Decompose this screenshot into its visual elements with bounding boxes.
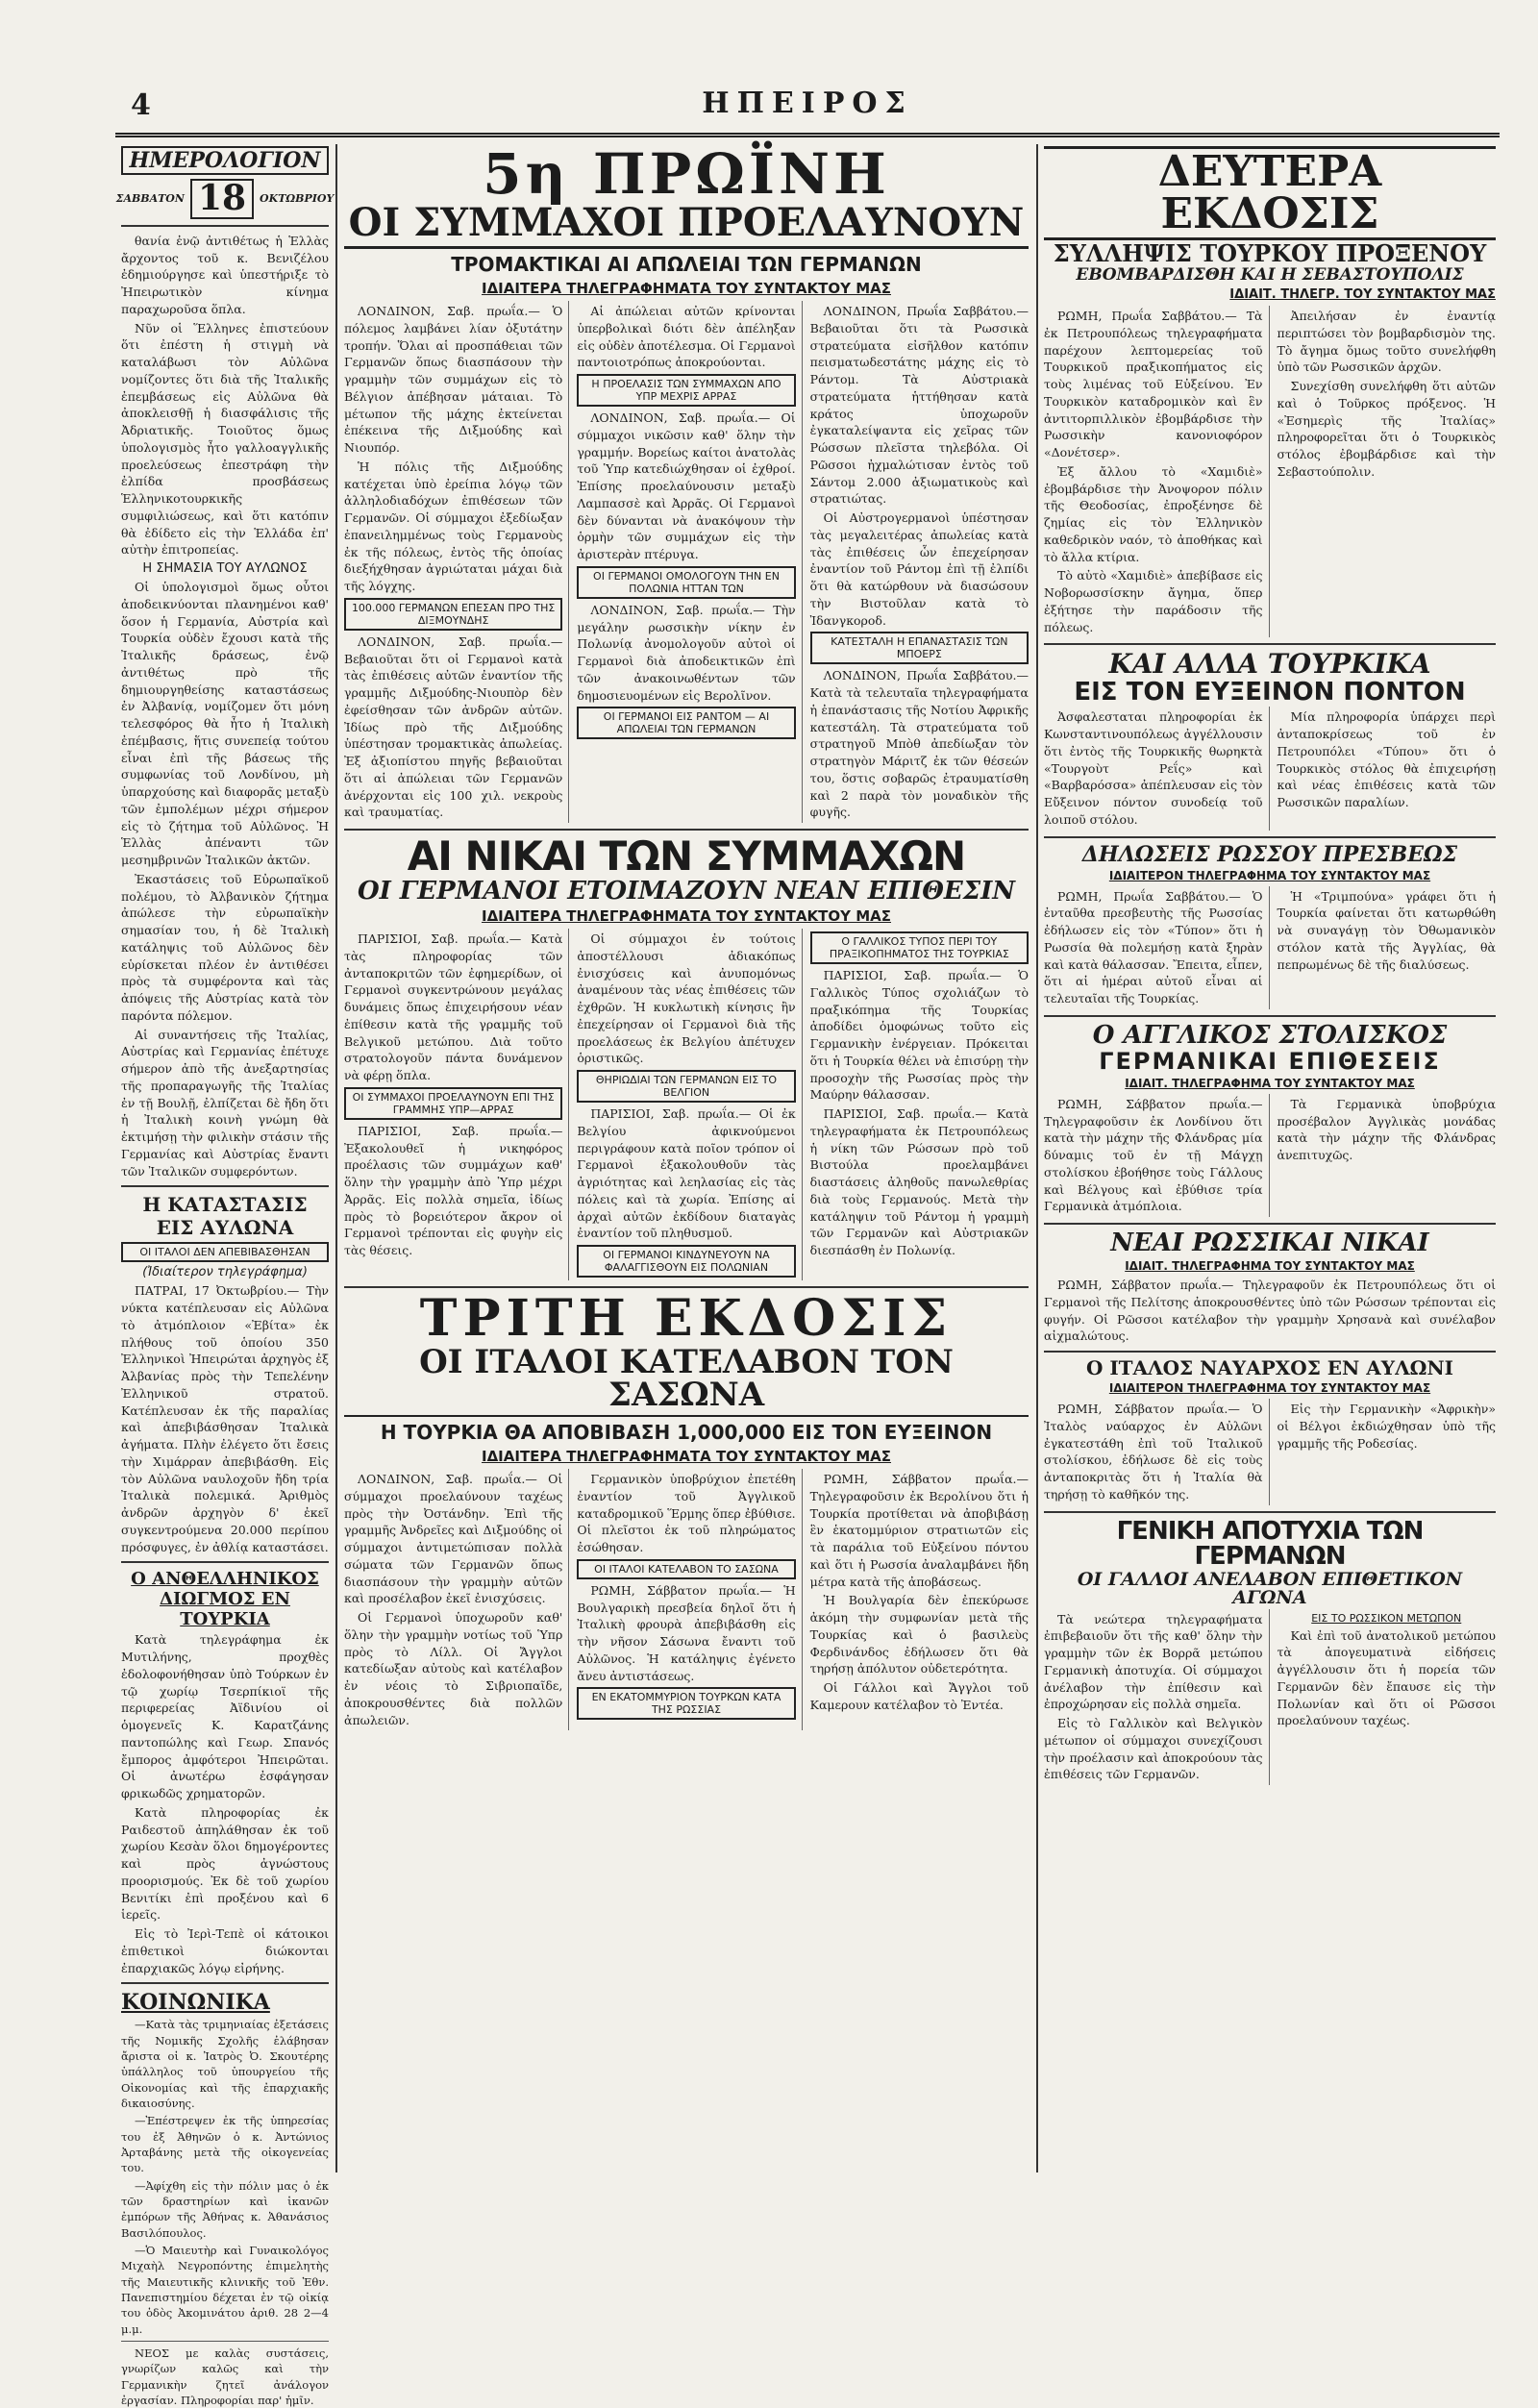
telegram-tag: ΙΔΙΑΙΤΕΡΑ ΤΗΛΕΓΡΑΦΗΜΑΤΑ ΤΟΥ ΣΥΝΤΑΚΤΟΥ ΜΑΣ [481, 1448, 891, 1465]
paragraph: Ἡ «Τριμπούνα» γράφει ὅτι ἡ Τουρκία φαίνεται ὅτι κατωρθώθη νὰ συναγάγῃ τὸν Ὀθωμανικὸν στόλον κατὰ τῆς Ἀγγλίας, θὰ πεπρωμένως δὲ τῆς διαλύσεως. [1277, 888, 1496, 972]
column-rule [1036, 144, 1038, 2172]
section-tag: ΟΙ ΓΕΡΜΑΝΟΙ ΕΙΣ ΡΑΝΤΟΜ — ΑΙ ΑΠΩΛΕΙΑΙ ΤΩΝ ΓΕΡΜΑΝΩΝ [577, 707, 795, 739]
paragraph: ΛΟΝΔΙΝΟΝ, Σαβ. πρωΐα.— Οἱ σύμμαχοι νικῶσιν καθ' ὅλην τὴν γραμμήν. Βορείως καίτοι ἀνατολὰς τοῦ Ὑπρ κατεδιώχθησαν οἱ ἐχθροί. Ἐπίσης προελαύνουσιν μεταξὺ Λαμπασσὲ καὶ Ἀρρᾶς. Οἱ Γερμανοὶ δὲν δύνανται νὰ ἀνακόψουν τὴν ὁρμὴν τῶν συμμάχων εἰς τὴν ἀριστερὰν πτέρυγα. [577, 410, 796, 561]
paragraph: ΛΟΝΔΙΝΟΝ, Σαβ. πρωΐα.— Οἱ σύμμαχοι προελαύνουν ταχέως πρὸς τὴν Ὀστάνδην. Ἐπὶ τῆς γραμμῆς Ἀνδρεῖες καὶ Διξμούδης οἱ σύμμαχοι ἀντιμετώπισαν πολλὰ σώματα τῶν Γερμανῶν ὅπως διασπάσουν τὴν γραμμὴν αὐτῶν καὶ προσέλαβον ἐκεῖ ἐνισχύσεις. [344, 1472, 563, 1606]
month-label: ΟΚΤΩΒΡΙΟΥ [260, 192, 335, 206]
column-calendar [115, 144, 335, 2407]
article-columns [1044, 886, 1496, 1009]
section-tag: ΟΙ ΣΥΜΜΑΧΟΙ ΠΡΟΕΛΑΥΝΟΥΝ ΕΠΙ ΤΗΣ ΓΡΑΜΜΗΣ ΥΠΡ—ΑΡΡΑΣ [344, 1087, 562, 1120]
paragraph: Γερμανικὸν ὑποβρύχιον ἐπετέθη ἐναντίον τοῦ Ἀγγλικοῦ καταδρομικοῦ Ἕρμης ὅπερ ἐβύθισε. Οἱ πλεῖστοι ἐκ τοῦ πληρώματος ἐσώθησαν. [577, 1472, 796, 1554]
telegram-tag: ΙΔΙΑΙΤΕΡΑ ΤΗΛΕΓΡΑΦΗΜΑΤΑ ΤΟΥ ΣΥΝΤΑΚΤΟΥ ΜΑΣ [481, 907, 891, 925]
paragraph: Ἡ πόλις τῆς Διξμούδης κατέχεται ὑπὸ ἐρείπια λόγῳ τῶν ἀλληλοδιαδόχων ἐπιθέσεων τῶν Γερμανῶν. Οἱ σύμμαχοι ἐξεδίωξαν ἐπανειλημμένως τοὺς Γερμανοὺς ἐκ τῆς πόλεως, ἐντὸς τῆς ὁποίας διεξήχθησαν ἀγριώταται μάχαι διὰ τῆς λόγχης. [344, 459, 563, 593]
column-second-edition [1044, 144, 1496, 2172]
telegram-tag: ΙΔΙΑΙΤΕΡΑ ΤΗΛΕΓΡΑΦΗΜΑΤΑ ΤΟΥ ΣΥΝΤΑΚΤΟΥ ΜΑΣ [481, 280, 891, 297]
day-label: ΣΑΒΒΑΤΟΝ [115, 192, 185, 206]
headline: ΔΗΛΩΣΕΙΣ ΡΩΣΣΟΥ ΠΡΕΣΒΕΩΣ [1081, 841, 1458, 867]
subheadline: ΟΙ ΓΑΛΛΟΙ ΑΝΕΛΑΒΟΝ ΕΠΙΘΕΤΙΚΟΝ ΑΓΩΝΑ [1077, 1568, 1463, 1608]
paragraph: ΠΑΤΡΑΙ, 17 Ὀκτωβρίου.— Τὴν νύκτα κατέπλευσαν εἰς Αὐλῶνα τὸ ἀτμόπλοιον «Ἐβίτα» ἐκ πλήθους τοῦ ὁποίου 350 Ἐλληνικοὶ Ἠπειρώται ἀρχηγὸς ἐξ Ἀλβανίας πρὸς τὴν Τεπελένην Ἐλληνικοῦ στρατοῦ. Κατέπλευσαν ἐκ τῆς παραλίας καὶ ἀπεβιβάσθησαν Ἰταλικὰ ἀγήματα. Πλὴν ἐλέγετο ὅτι ἔσεις τὴν Χιμάρραν ἀπεβιβάσθη. Εἰς τὸν Αὐλῶνα ναυλοχοῦν ἤδη τρία Ἰταλικὰ πολεμικά. Ἀριθμὸς ἀνδρῶν ἀρχηγὸν δ' ἐκεῖ συγκεντρούμενα 20.000 περίπου πρόσφυγες, ἐν ἀθλίᾳ καταστάσει. [121, 1283, 329, 1554]
paragraph: Αἱ συναντήσεις τῆς Ἰταλίας, Αὐστρίας καὶ Γερμανίας ἐπέτυχε σήμερον ἀπὸ τῆς ἀνεξαρτησίας τῆς προπαραγωγῆς τῆς Ἰταλίας ἐν τῇ Βουλῇ, ἐλπίζεται δὲ ἤδη ὅτι ἡ Ἰταλικὴ κοινὴ γνώμη θὰ ἐκτιμήσῃ τὴν φιλικὴν στάσιν τῆς Γερμανίας καὶ Αὐστρίας ἔναντι τῶν Ἰταλικῶν συμφερόντων. [121, 1027, 329, 1179]
masthead [115, 85, 1500, 137]
section-tag: 100.000 ΓΕΡΜΑΝΩΝ ΕΠΕΣΑΝ ΠΡΟ ΤΗΣ ΔΙΞΜΟΥΝΔΗΣ [344, 598, 562, 631]
article-columns [1044, 1094, 1496, 1217]
subheadline: Η ΤΟΥΡΚΙΑ ΘΑ ΑΠΟΒΙΒΑΣΗ 1,000,000 ΕΙΣ ΤΟΝ ΕΥΞΕΙΝΟΝ [380, 1421, 993, 1444]
paragraph: Οἱ Αὐστρογερμανοὶ ὑπέστησαν τὰς μεγαλειτέρας ἀπωλείας κατὰ τὰς ἐπιθέσεις ὧν ἐπεχείρησαν ἐναντίον τοῦ Ράντομ ἐπὶ τῇ ἐλπίδι ὅτι θὰ κατώρθουν νὰ διασώσουν τὴν Βιστοῦλαν κατὰ τὸ Ἰδανγκοροδ. [809, 510, 1029, 628]
article-columns [1044, 707, 1496, 830]
telegram-tag: ΙΔΙΑΙΤ. ΤΗΛΕΓΡ. ΤΟΥ ΣΥΝΤΑΚΤΟΥ ΜΑΣ [1229, 287, 1496, 302]
newspaper-name: ΗΠΕΙΡΟΣ [702, 87, 913, 120]
calendar-title: ΗΜΕΡΟΛΟΓΙΟΝ [121, 146, 329, 175]
section-tag: ΕΙΣ ΤΟ ΡΩΣΣΙΚΟΝ ΜΕΤΩΠΟΝ [1311, 1611, 1462, 1625]
paragraph: Μία πληροφορία ὑπάρχει περὶ ἀνταποκρίσεως τοῦ ἐν Πετρουπόλει «Τύπου» ὅτι ὁ Τουρκικὸς στόλος θὰ ἐπιχειρήσῃ καὶ νέας ἐπιθέσεις κατὰ τῶν Ρωσσικῶν παραλίων. [1277, 709, 1496, 809]
paragraph: ΛΟΝΔΙΝΟΝ, Πρωΐα Σαββάτου.— Κατὰ τὰ τελευταῖα τηλεγραφήματα ἡ ἐπανάστασις τῆς Νοτίου Ἀφρικῆς κατεστάλη. Τὰ στρατεύματα τοῦ στρατηγοῦ Μπὸθ ἀπεδίωξαν τὸν στρατηγὸν Μάριτζ ἐκ τῶν θέσεών του, ὅστις σοβαρῶς ἐτραυματίσθη καὶ 2 παρὰ τὸν μοναδικὸν τῆς φυγῆς. [809, 668, 1029, 820]
headline: ΟΙ ΙΤΑΛΟΙ ΚΑΤΕΛΑΒΟΝ ΤΟΝ ΣΑΣΩΝΑ [344, 1346, 1029, 1417]
paragraph: Οἱ ὑπολογισμοὶ ὅμως οὗτοι ἀποδεικνύονται πλανημένοι καθ' ὅσον ἡ Γερμανία, Αὐστρία καὶ Τουρκία οὐδὲν ἔχουσι κατὰ τῆς Ἰταλικῆς δράσεως, ἐνῷ ἀντιθέτως πρὸ τῆς δημιουργηθείσης καταστάσεως ἐν Ἀλβανίᾳ, νομίζομεν ὅτι μόνη τελεσφόρος θὰ ἦτο ἡ Ἰταλικὴ ἐπέμβασις, ἥτις συνεπείᾳ τούτου εἶναι ἐπὶ τῆς βάσεως τῆς συμφωνίας τοῦ Λονδίνου, μὴ ὑπαρχούσης καὶ διαφορᾶς μεταξὺ τῶν ἐμπολέμων μέχρι σήμερον εἰς τὸ ζήτημα τοῦ Αὐλῶνος. Ἡ Ἑλλὰς ἀπέναντι τῶν μεσημβρινῶν Ἰταλικῶν ἀκτῶν. [121, 580, 329, 868]
day-number: 18 [190, 179, 254, 219]
headline: ΕΙΣ ΤΟΝ ΕΥΞΕΙΝΟΝ ΠΟΝΤΟΝ [1074, 678, 1466, 708]
paragraph: Ἐξ ἄλλου τὸ «Χαμιδιὲ» ἐβομβάρδισε τὴν Ἀνοψορον πόλιν τῆς Θεοδοσίας, ἐπροξένησε δὲ ζημίας εἰς τὸν Ἑλληνικὸν καθεδρικὸν ναόν, τὸ ἀποθήκας καὶ τὸ ἄλλα κτίρια. [1044, 463, 1263, 564]
paragraph: Τὰ Γερμανικὰ ὑποβρύχια προσέβαλον Ἀγγλικὰς μονάδας κατὰ τὴν μάχην τῆς Φλάνδρας ἀνεπιτυχῶς. [1277, 1096, 1496, 1162]
paragraph: ΡΩΜΗ, Σάββατον πρωΐα.— Τηλεγραφοῦσιν ἐκ Βερολίνου ὅτι ἡ Τουρκία προτίθεται νὰ ἀποβιβάσῃ ἓν ἑκατομμύριον στρατιωτῶν εἰς τὰ παράλια τοῦ Εὐξείνου πόντου καὶ ὅτι ἡ Ρωσσία ἀναλαμβάνει ἤδη μέτρα κατὰ τῆς ἀποβάσεως. [809, 1472, 1029, 1589]
headline: ΓΕΡΜΑΝΙΚΑΙ ΕΠΙΘΕΣΕΙΣ [1099, 1047, 1441, 1075]
section-tag: ΕΝ ΕΚΑΤΟΜΜΥΡΙΟΝ ΤΟΥΡΚΩΝ ΚΑΤΑ ΤΗΣ ΡΩΣΣΙΑΣ [577, 1687, 795, 1720]
article-columns [344, 1469, 1029, 1730]
column-rule [335, 144, 337, 2172]
section-tag: ΟΙ ΙΤΑΛΟΙ ΚΑΤΕΛΑΒΟΝ ΤΟ ΣΑΣΩΝΑ [577, 1559, 795, 1579]
paragraph: —Ἀφίχθη εἰς τὴν πόλιν μας ὁ ἐκ τῶν δραστηρίων καὶ ἱκανῶν ἐμπόρων τῆς Ἀθήνας κ. Ἀθανάσιος Βασιλόπουλος. [121, 2178, 329, 2240]
paragraph: ΛΟΝΔΙΝΟΝ, Σαβ. πρωΐα.— Βεβαιοῦται ὅτι οἱ Γερμανοὶ κατὰ τὰς ἐπιθέσεις αὐτῶν ἐναντίον τῆς γραμμῆς Διξμούδης-Νιουπὸρ δὲν ἐφείσθησαν τῶν ἀνδρῶν αὐτῶν. Ἰδίως πρὸ τῆς Διξμούδης ὑπέστησαν τρομακτικὰς ἀπωλείας. Ἐξ ἀξιοπίστου πηγῆς βεβαιοῦται ὅτι αἱ ἀπώλειαι τῶν Γερμανῶν ἀνέρχονται εἰς 100 χιλ. νεκροὺς καὶ τραυματίας. [344, 633, 563, 820]
paragraph: Οἱ Γάλλοι καὶ Ἄγγλοι τοῦ Καμερουν κατέλαβον τὸ Ἐντέα. [809, 1680, 1029, 1712]
paragraph: Ἡ Βουλγαρία δὲν ἐπεκύρωσε ἀκόμη τὴν συμφωνίαν μετὰ τῆς Τουρκίας καὶ ὁ βασιλεὺς Φερδινάνδος ἐδήλωσεν ὅτι θὰ τηρήσῃ ἀπόλυτον οὐδετερότητα. [809, 1593, 1029, 1676]
page-number: 4 [131, 88, 151, 122]
paragraph: Κατὰ πληροφορίας ἐκ Ραιδεστοῦ ἀπηλάθησαν ἐκ τοῦ χωρίου Κεσὰν ὅλοι δημογέροντες καὶ πρὸς ἀγνώστους προορισμούς. Ἐκ δὲ τοῦ χωρίου Βενιτίκι ἐπὶ προξένου καὶ 6 ἱερεῖς. [121, 1804, 329, 1923]
telegram-tag: ΙΔΙΑΙΤΕΡΟΝ ΤΗΛΕΓΡΑΦΗΜΑ ΤΟΥ ΣΥΝΤΑΚΤΟΥ ΜΑΣ [1108, 868, 1431, 882]
paragraph: ΠΑΡΙΣΙΟΙ, Σαβ. πρωΐα.— Κατὰ τηλεγραφήματα ἐκ Πετρουπόλεως ἡ νίκη τῶν Ρώσσων πρὸ τοῦ Βιστούλα προελαμβάνει διαστάσεις ἀληθοῦς πανωλεθρίας διὰ τοὺς Γερμανούς. Μετὰ τὴν κατάληψιν τοῦ Ράντομ ἡ γραμμὴ τῶν Γερμανῶν καὶ Αὐστριακῶν διεσπάσθη ἐν Πολωνίᾳ. [809, 1106, 1029, 1257]
headline: ΑΙ ΝΙΚΑΙ ΤΩΝ ΣΥΜΜΑΧΩΝ [407, 832, 966, 880]
section-tag: ΟΙ ΓΕΡΜΑΝΟΙ ΟΜΟΛΟΓΟΥΝ ΤΗΝ ΕΝ ΠΟΛΩΝΙΑ ΗΤΤΑΝ ΤΩΝ [577, 566, 795, 599]
paragraph: Οἱ σύμμαχοι ἐν τούτοις ἀποστέλλουσι ἀδιακόπως ἐνισχύσεις καὶ ἀνυπομόνως ἀναμένουν τὰς νέας ἐπιθέσεις τῶν ἐχθρῶν. Ἡ κυκλωτικὴ κίνησις ἢν ἐπεχείρησαν οἱ Γερμανοὶ διὰ τῆς προελάσεως ἐκ Βελγίου ἀπέτυχεν ὁριστικῶς. [577, 931, 796, 1066]
section-heading: Η ΚΑΤΑΣΤΑΣΙΣ ΕΙΣ ΑΥΛΩΝΑ [142, 1193, 308, 1240]
paragraph: Εἰς τὸ Ἰερὶ-Τεπὲ οἱ κάτοικοι ἐπιθετικοὶ διώκονται ἐπαρχιακῶς λόγῳ εἰρήνης. [121, 1926, 329, 1975]
subheadline: ΤΡΟΜΑΚΤΙΚΑΙ ΑΙ ΑΠΩΛΕΙΑΙ ΤΩΝ ΓΕΡΜΑΝΩΝ [451, 253, 922, 276]
paragraph: ΡΩΜΗ, Σάββατον πρωΐα.— Ἡ Βουλγαρικὴ πρεσβεία δηλοῖ ὅτι ἡ Ἰταλικὴ φρουρὰ ἀπεβιβάσθη εἰς τὴν νῆσον Σάσωνα ἔναντι τοῦ Αὐλῶνος. Ἡ κατάληψις ἐγένετο ἄνευ ἀντιστάσεως. [577, 1582, 796, 1683]
paragraph: —Κατὰ τὰς τριμηνιαίας ἐξετάσεις τῆς Νομικῆς Σχολῆς ἐλάβησαν ἄριστα οἱ κ. Ἰατρὸς Ὀ. Σκουτέρης ὑπάλληλος τοῦ ὑπουργείου τῆς Οἰκονομίας καὶ τῆς ἐπαρχιακῆς δικαιοσύνης. [121, 2018, 329, 2110]
telegram-tag: ΙΔΙΑΙΤΕΡΟΝ ΤΗΛΕΓΡΑΦΗΜΑ ΤΟΥ ΣΥΝΤΑΚΤΟΥ ΜΑΣ [1108, 1381, 1431, 1395]
paragraph: Συνεχίσθη συνελήφθη ὅτι αὐτῶν καὶ ὁ Τοῦρκος πρόξενος. Ἡ «Ἐσημερὶς τῆς Ἰταλίας» πληροφορεῖται ὅτι ὁ Τουρκικὸς στόλος ἐβομβάρδισε καὶ τὴν Σεβαστούπολιν. [1277, 379, 1496, 479]
headline: ΓΕΝΙΚΗ ΑΠΟΤΥΧΙΑ ΤΩΝ ΓΕΡΜΑΝΩΝ [1116, 1516, 1424, 1571]
paragraph: ΠΑΡΙΣΙΟΙ, Σαβ. πρωΐα.— Κατὰ τὰς πληροφορίας τῶν ἀνταποκριτῶν τῶν ἐφημερίδων, οἱ Γερμανοὶ συγκεντρώνουν μεγάλας δυνάμεις ὅπως ἐπιχειρήσουν νέαν ἐπίθεσιν κατὰ τῆς γραμμῆς τοῦ Βελγικοῦ μετώπου. Διὰ τοῦτο στρατολογοῦν πάντα δυνάμενον νὰ φέρῃ ὅπλα. [344, 931, 563, 1082]
article-columns [344, 929, 1029, 1280]
paragraph: Κατὰ τηλεγράφημα ἐκ Μυτιλήνης, προχθὲς ἐδολοφονήθησαν ὑπὸ Τούρκων ἐν τῷ χωρίῳ Τσερπίκιοϊ τῆς περιφερείας Ἀϊδινίου οἱ ὁμογενεῖς Κ. Καρατζάνης παντοπώλης καὶ Γεωρ. Σπανός ἔμπορος ἀμφότεροι Ἠπειρῶται. Οἱ ἀνωτέρω ἐσφάγησαν φρικωδῶς χρηματορῶν. [121, 1632, 329, 1801]
headline: ΚΑΙ ΑΛΛΑ ΤΟΥΡΚΙΚΑ [1108, 648, 1431, 681]
section-subheading: ΟΙ ΙΤΑΛΟΙ ΔΕΝ ΑΠΕΒΙΒΑΣΘΗΣΑΝ [121, 1242, 329, 1262]
paragraph: ΡΩΜΗ, Σάββατον πρωΐα.— Ὁ Ἰταλὸς ναύαρχος ἐν Αὐλῶνι ἐγκατεστάθη ἐπὶ τοῦ Ἰταλικοῦ στολίσκου, ἐδήλωσε δὲ εἰς τοὺς ἀνταποκριτὰς ὅτι ἡ Ἰταλία θὰ τηρήσῃ τὸ καθῆκόν της. [1044, 1402, 1263, 1502]
section-heading: Η ΣΗΜΑΣΙΑ ΤΟΥ ΑΥΛΩΝΟΣ [142, 561, 308, 577]
paragraph: Τὸ αὐτὸ «Χαμιδιὲ» ἀπεβίβασε εἰς Νοβορωσσίσκην ἄγημα, ὅπερ ἐξήτησε τὴν παράδοσιν τῆς πόλεως. [1044, 568, 1263, 634]
subheadline: ΕΒΟΜΒΑΡΔΙΣΘΗ ΚΑΙ Η ΣΕΒΑΣΤΟΥΠΟΛΙΣ [1076, 265, 1464, 285]
paragraph: —Ἐπέστρεψεν ἐκ τῆς ὑπηρεσίας του ἐξ Ἀθηνῶν ὁ κ. Ἀντώνιος Ἀρταβάνης μετὰ τῆς οἰκογενείας του. [121, 2114, 329, 2175]
paragraph: Αἱ ἀπώλειαι αὐτῶν κρίνονται ὑπερβολικαὶ διότι δὲν ἀπέληξαν εἰς οὐδὲν ἀποτέλεσμα. Οἱ Γερμανοὶ παντοιοτρόπως ἀποκρούονται. [577, 304, 796, 370]
paragraph: Τὰ νεώτερα τηλεγραφήματα ἐπιβεβαιοῦν ὅτι τῆς καθ' ὅλην τὴν γραμμὴν τῶν ἐκ Βορρᾶ μετώπου Γερμανικὴ ἀποτυχία. Οἱ σύμμαχοι ἀνέλαβον τὴν ἐπίθεσιν καὶ ἐπροχώρησαν εἰς πολλὰ σημεῖα. [1044, 1611, 1263, 1712]
paragraph: θανία ἐνῷ ἀντιθέτως ἡ Ἑλλὰς ἄρχοντος τοῦ κ. Βενιζέλου ἐδημιούργησε καὶ ὑπεστήριξε τὸ Ἠπειρωτικὸν κίνημα παραχωροῦσα ὅπλα. [121, 233, 329, 316]
paragraph: ΡΩΜΗ, Πρωΐα Σαββάτου.— Ὁ ἐνταῦθα πρεσβευτὴς τῆς Ρωσσίας ἐδήλωσεν εἰς τὸν «Τύπον» ὅτι ἡ Ρωσσία θὰ πολεμήσῃ κατὰ ξηρὰν καὶ κατὰ θάλασσαν. Ἔπειτα, εἶπεν, ὅτι αἱ ἡμέραι αὐτοῦ εἶναι αἱ τελευταῖαι τῆς Τουρκίας. [1044, 888, 1263, 1005]
paragraph: Εἰς τὴν Γερμανικὴν «Ἀφρικὴν» οἱ Βέλγοι ἐκδιώχθησαν ὑπὸ τῆς γραμμῆς τῆς Ροδεσίας. [1277, 1402, 1496, 1451]
paragraph: ΠΑΡΙΣΙΟΙ, Σαβ. πρωΐα.— Ἐξακολουθεῖ ἡ νικηφόρος προέλασις τῶν συμμάχων καθ' ὅλην τὴν γραμμὴν ἀπὸ Ὑπρ μέχρι Ἀρρᾶς. Εἰς πολλὰ σημεῖα, ἰδίως πρὸς τὸ βορειότερον ἄκρον οἱ Γερμανοὶ τρέπονται εἰς φυγὴν εἰς τὰς θέσεις. [344, 1123, 563, 1257]
edition-label: ΔΕΥΤΕΡΑ ΕΚΔΟΣΙΣ [1044, 146, 1496, 240]
paragraph: Ἀπειλήσαν ἐν ἐναντίᾳ περιπτώσει τὸν βομβαρδισμὸν της. Τὸ ἄγημα ὅμως τοῦτο συνελήφθη ὑπὸ τῶν Ρωσσικῶν ἀρχῶν. [1277, 309, 1496, 375]
article-columns [1044, 1399, 1496, 1505]
paragraph: ΡΩΜΗ, Σάββατον πρωΐα.— Τηλεγραφοῦσιν ἐκ Λονδίνου ὅτι κατὰ τὴν μάχην τῆς Φλάνδρας μία δύναμις τοῦ ἐν τῇ Μάγχῃ στολίσκου ἐβοήθησε τοὺς Γάλλους καὶ Βέλγους καὶ ἐβύθισε τρία Γερμανικὰ ἀτμόπλοια. [1044, 1096, 1263, 1214]
paragraph: Καὶ ἐπὶ τοῦ ἀνατολικοῦ μετώπου τὰ ἀπογευματινὰ εἰδήσεις ἀγγέλλουσιν ὅτι ἡ πορεία τῶν Γερμανῶν δὲν ἔπαυσε εἰς τὴν Πολωνίαν καὶ ὅτι οἱ Ρῶσσοι προελαύνουν ταχέως. [1277, 1627, 1496, 1728]
article-columns [344, 301, 1029, 823]
subheadline: ΟΙ ΓΕΡΜΑΝΟΙ ΕΤΟΙΜΑΖΟΥΝ ΝΕΑΝ ΕΠΙΘΕΣΙΝ [357, 877, 1016, 906]
paragraph: ΛΟΝΔΙΝΟΝ, Πρωΐα Σαββάτου.— Βεβαιοῦται ὅτι τὰ Ρωσσικὰ στρατεύματα εἰσῆλθον κατόπιν πεισματωδεστάτης μάχης εἰς τὸ Ράντομ. Τὰ Αὐστριακὰ στρατεύματα ἡττήθησαν κατὰ κράτος ὑποχωροῦν ἐγκαταλείψαντα εἰς χεῖρας τῶν Ρώσσων πλεῖστα τηλεβόλα. Οἱ Ρῶσσοι ἠχμαλώτισαν ἐντὸς τοῦ Σάντομ 2.000 ἀξιωματικοὺς καὶ στρατιώτας. [809, 304, 1029, 507]
headline: Ο ΙΤΑΛΟΣ ΝΑΥΑΡΧΟΣ ΕΝ ΑΥΛΩΝΙ [1085, 1356, 1454, 1379]
section-tag: ΚΑΤΕΣΤΑΛΗ Η ΕΠΑΝΑΣΤΑΣΙΣ ΤΩΝ ΜΠΟΕΡΣ [810, 632, 1029, 664]
headline: ΣΥΛΛΗΨΙΣ ΤΟΥΡΚΟΥ ΠΡΟΞΕΝΟΥ [1053, 239, 1487, 267]
section-tag: ΘΗΡΙΩΔΙΑΙ ΤΩΝ ΓΕΡΜΑΝΩΝ ΕΙΣ ΤΟ ΒΕΛΓΙΟΝ [577, 1070, 795, 1103]
telegram-tag: ΙΔΙΑΙΤ. ΤΗΛΕΓΡΑΦΗΜΑ ΤΟΥ ΣΥΝΤΑΚΤΟΥ ΜΑΣ [1125, 1259, 1415, 1273]
telegram-tag: ΙΔΙΑΙΤ. ΤΗΛΕΓΡΑΦΗΜΑ ΤΟΥ ΣΥΝΤΑΚΤΟΥ ΜΑΣ [1125, 1076, 1415, 1090]
paragraph: ΡΩΜΗ, Σάββατον πρωΐα.— Τηλεγραφοῦν ἐκ Πετρουπόλεως ὅτι οἱ Γερμανοὶ τῆς Πελίτσης ἀποκρουσθέντες ὑπὸ τῶν Ρώσσων τρέπονται εἰς φυγήν. Οἱ Ρῶσσοι κατέλαβον τὴν γραμμὴν Χρησανὰ καὶ συνέλαβον αἰχμαλώτους. [1044, 1278, 1496, 1344]
paragraph: Οἱ Γερμανοὶ ὑποχωροῦν καθ' ὅλην τὴν γραμμὴν νοτίως τοῦ Ὑπρ πρὸς τὸ Λίλλ. Οἱ Ἄγγλοι κατεδίωξαν αὐτοὺς καὶ κατέλαβον ἐν νέοις τὸ Σιβριοπαῖδε, ἀποκρουσθέντες διὰ πολλῶν ἀπωλειῶν. [344, 1610, 563, 1727]
paragraph: Ἀσφαλεσταται πληροφορίαι ἐκ Κωνσταντινουπόλεως ἀγγέλλουσιν ὅτι ἐντὸς τῆς Τουρκικῆς θωρηκτὰ «Τουργοὺτ Ρεΐς» καὶ «Βαρβαρόσσα» ἀπέπλευσαν εἰς τὸν Εὔξεινον πόντον συνοδείᾳ τοῦ λοιποῦ στόλου. [1044, 709, 1263, 827]
paragraph: —Ὁ Μαιευτὴρ καὶ Γυναικολόγος Μιχαὴλ Νεγροπόντης ἐπιμελητὴς τῆς Μαιευτικῆς κλινικῆς τοῦ Ἐθν. Πανεπιστημίου δέχεται ἐν τῷ οἰκίᾳ του ὁδὸς Ἀκομινάτου ἀριθ. 28 2—4 μ.μ. [121, 2243, 329, 2336]
article-columns [1044, 306, 1496, 637]
classified-ad: ΝΕΟΣ με καλὰς συστάσεις, γνωρίζων καλῶς καὶ τὴν Γερμανικὴν ζητεῖ ἀνάλογον ἐργασίαν. Πληροφορίαι παρ' ἡμῖν. [121, 2346, 329, 2407]
section-tag: Η ΠΡΟΕΛΑΣΙΣ ΤΩΝ ΣΥΜΜΑΧΩΝ ΑΠΟ ΥΠΡ ΜΕΧΡΙΣ ΑΡΡΑΣ [577, 374, 795, 407]
paragraph: Εἰς τὸ Γαλλικὸν καὶ Βελγικὸν μέτωπον οἱ σύμμαχοι συνεχίζουσι τὴν προέλασιν καὶ ἀποκρούουν τὰς ἐπιθέσεις τῶν Γερμανῶν. [1044, 1716, 1263, 1782]
paragraph: ΛΟΝΔΙΝΟΝ, Σαβ. πρωΐα.— Ὁ πόλεμος λαμβάνει λίαν ὀξυτάτην τροπήν. Ὅλαι αἱ προσπάθειαι τῶν Γερμανῶν ὅπως διασπάσουν τὴν γραμμὴν τῶν συμμάχων εἰς τὸ Βέλγιον ἀπέβησαν μάταιαι. Τὸ μέτωπον τῆς μάχης ἐκτείνεται ἐπέκεινα τῆς Διξμούδης καὶ Νιουπόρ. [344, 304, 563, 455]
paragraph: ΛΟΝΔΙΝΟΝ, Σαβ. πρωΐα.— Τὴν μεγάλην ρωσσικὴν νίκην ἐν Πολωνίᾳ ἀνομολογοῦν αὐτοὶ οἱ Γερμανοὶ διὰ ἀποδεικτικῶν ἐπὶ τῶν ἀνακοινωθέντων τῶν δημοσιευομένων εἰς Βερολῖνον. [577, 602, 796, 703]
edition-label: ΤΡΙΤΗ ΕΚΔΟΣΙΣ [419, 1289, 954, 1348]
headline: Ο ΑΓΓΛΙΚΟΣ ΣΤΟΛΙΣΚΟΣ [1092, 1020, 1448, 1050]
main-headline: ΟΙ ΣΥΜΜΑΧΟΙ ΠΡΟΕΛΑΥΝΟΥΝ [344, 204, 1029, 249]
edition-label: 5η ΠΡΩΪΝΗ [483, 141, 890, 207]
section-tag: (Ἰδιαίτερον τηλεγράφημα) [142, 1265, 308, 1280]
section-tag: ΟΙ ΓΕΡΜΑΝΟΙ ΚΙΝΔΥΝΕΥΟΥΝ ΝΑ ΦΑΛΑΓΓΙΣΘΟΥΝ ΕΙΣ ΠΟΛΩΝΙΑΝ [577, 1245, 795, 1278]
section-heading: ΚΟΙΝΩΝΙΚΑ [121, 1990, 270, 2016]
paragraph: Νῦν οἱ Ἕλληνες ἐπιστεύουν ὅτι ἐπέστη ἡ στιγμὴ νὰ καταλάβωσι τὸν Αὐλῶνα νομίζοντες ὅτι διὰ τῆς Ἰταλικῆς ἐπεμβάσεως εἰς Αὐλῶνα θὰ ἀποκλεισθῇ ἡ διασφάλισις τῆς Ἀδριατικῆς. Τοιοῦτος ὅμως ὑπολογισμὸς ἦτο γαλλοαγγλικῆς προελεύσεως ἐπεστράφη τὴν ἐλπίδα προσβάσεως Ἑλληνικοτουρκικῆς συμφιλιώσεως, καὶ ὅτι κατόπιν θὰ ἐδίδετο εἰς τὴν Ἑλλάδα ἐπ' αὐτὴν ἐπιτροπείας. [121, 320, 329, 558]
paragraph: ΠΑΡΙΣΙΟΙ, Σαβ. πρωΐα.— Οἱ ἐκ Βελγίου ἀφικνούμενοι περιγράφουν κατὰ ποῖον τρόπον οἱ Γερμανοὶ ἐξακολουθοῦν τὰς ἀγριότητας καὶ λεηλασίας εἰς τὰς πόλεις καὶ τὰ χωρία. Ἐπίσης αἱ ἀρχαὶ αὐτῶν ἐκδίδουν διαταγὰς ἐναντίον τοῦ πληθυσμοῦ. [577, 1106, 796, 1241]
section-tag: Ο ΓΑΛΛΙΚΟΣ ΤΥΠΟΣ ΠΕΡΙ ΤΟΥ ΠΡΑΞΙΚΟΠΗΜΑΤΟΣ ΤΗΣ ΤΟΥΡΚΙΑΣ [810, 931, 1029, 964]
calendar-date [115, 178, 335, 219]
section-heading: Ο ΑΝΘΕΛΛΗΝΙΚΟΣ ΔΙΩΓΜΟΣ ΕΝ ΤΟΥΡΚΙΑ [131, 1569, 319, 1630]
paragraph: ΡΩΜΗ, Πρωΐα Σαββάτου.— Τὰ ἐκ Πετρουπόλεως τηλεγραφήματα παρέχουν λεπτομερείας τοῦ Τουρκικοῦ πραξικοπήματος εἰς τοὺς λιμένας τοῦ Εὐξείνου. Ἐν Τουρκικὸν καταδρομικὸν καὶ ἓν ἀντιτορπιλλικὸν ἐβομβάρδισε τὴν Ρωσσικὴν κανονιοφόρον «Δονέτσερ». [1044, 309, 1263, 459]
paragraph: ΠΑΡΙΣΙΟΙ, Σαβ. πρωΐα.— Ὁ Γαλλικὸς Τύπος σχολιάζων τὸ πραξικόπημα τῆς Τουρκίας ἀποδίδει ὁμοφώνως τοῦτο εἰς Γερμανικὴν ἐνέργειαν. Πρόκειται ὅτι ἡ Τουρκία θέλει νὰ ἐπισύρῃ τὴν προσοχὴν τῆς Ρωσσίας πρὸς τὴν Μαύρην θάλασσαν. [809, 968, 1029, 1103]
article-columns [1044, 1609, 1496, 1786]
paragraph: Ἐκαστάσεις τοῦ Εὐρωπαϊκοῦ πολέμου, τὸ Ἀλβανικὸν ζήτημα ἀπώλεσε τὴν εὐρωπαϊκὴν σημασίαν του, ἡ δὲ Ἰταλικὴ κατάληψις τοῦ Αὐλῶνος δὲν εὑρίσκεται πλέον ἐν ἀντιθέσει πρὸς τὰ συμφέροντα καὶ τὰς ἀπόψεις τῆς Αὐστρίας κατὰ τὸν παρόντα πόλεμον. [121, 871, 329, 1023]
column-main [344, 141, 1029, 2172]
headline: ΝΕΑΙ ΡΩΣΣΙΚΑΙ ΝΙΚΑΙ [1110, 1229, 1429, 1257]
